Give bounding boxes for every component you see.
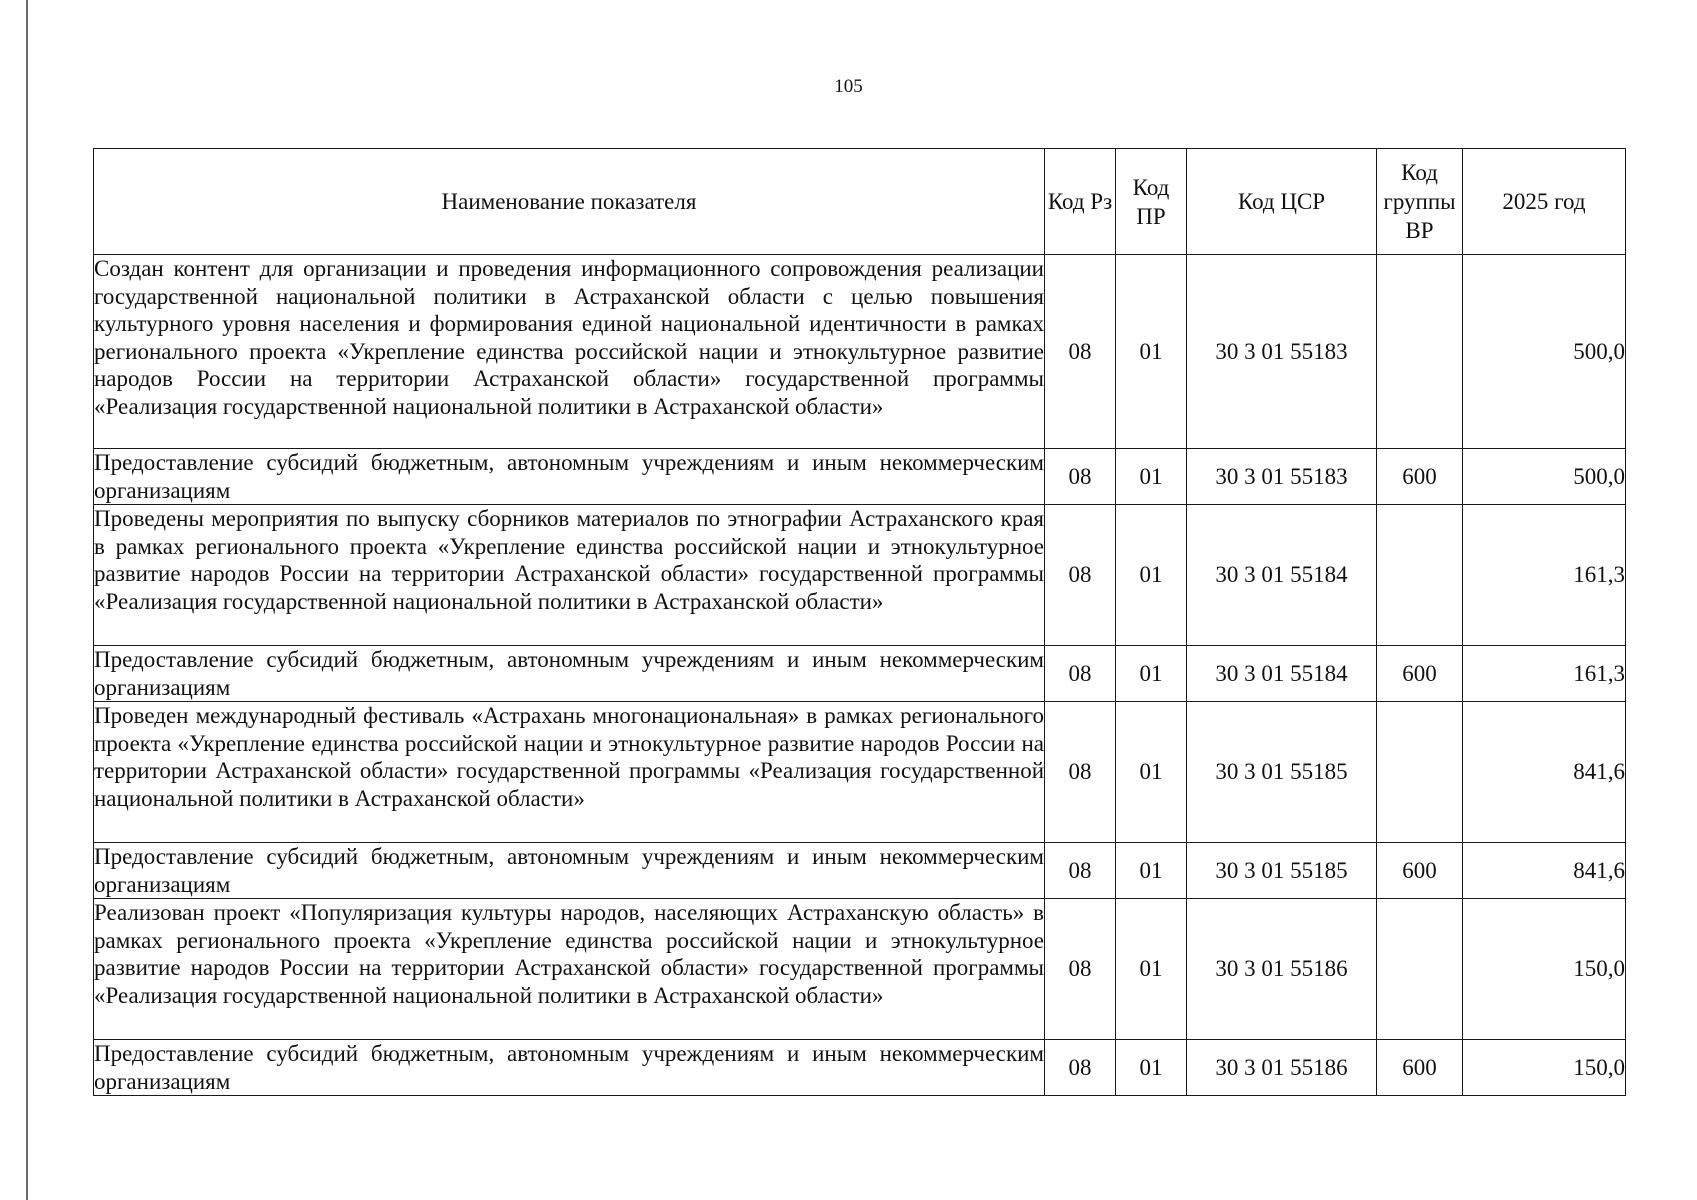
table-row — [94, 899, 1626, 1040]
row-code-rz: 08 — [1045, 646, 1116, 702]
row-code-rz: 08 — [1045, 449, 1116, 505]
table-header-row — [94, 149, 1626, 255]
row-amount-2025: 841,6 — [1463, 843, 1626, 899]
row-code-pr: 01 — [1116, 899, 1187, 1040]
row-code-pr: 01 — [1116, 1040, 1187, 1096]
row-code-vr — [1377, 255, 1463, 449]
row-code-csr: 30 3 01 55185 — [1187, 843, 1377, 899]
row-code-vr — [1377, 899, 1463, 1040]
table-row — [94, 646, 1626, 702]
page-number: 105 — [834, 76, 863, 97]
row-code-pr: 01 — [1116, 702, 1187, 843]
budget-table — [93, 148, 1626, 1096]
row-indicator-name: Проведен международный фестиваль «Астрахань многонациональная» в рамках регионального проекта «Укрепление единства российской нации и этнокультурное развитие народов России на территории Астраханской области» государственной программы «Реализация государственной национальной политики в Астраханской области» — [94, 702, 1045, 843]
row-code-rz: 08 — [1045, 1040, 1116, 1096]
row-indicator-name: Предоставление субсидий бюджетным, автономным учреждениям и иным некоммерческим организациям — [94, 450, 1044, 503]
table-row — [94, 505, 1626, 646]
header-year-2025: 2025 год — [1463, 149, 1626, 255]
table-row — [94, 843, 1626, 899]
row-code-csr: 30 3 01 55186 — [1187, 1040, 1377, 1096]
row-code-rz: 08 — [1045, 843, 1116, 899]
row-indicator-name: Предоставление субсидий бюджетным, автономным учреждениям и иным некоммерческим организациям — [94, 647, 1044, 700]
row-indicator-name: Предоставление субсидий бюджетным, автономным учреждениям и иным некоммерческим организациям — [94, 844, 1044, 897]
header-code-rz: Код Рз — [1045, 149, 1116, 255]
row-amount-2025: 500,0 — [1463, 255, 1626, 449]
header-code-vr: Код группы ВР — [1377, 149, 1463, 255]
table-row — [94, 255, 1626, 449]
table-row — [94, 449, 1626, 505]
table-row — [94, 1040, 1626, 1096]
row-code-rz: 08 — [1045, 255, 1116, 449]
row-code-vr: 600 — [1377, 1040, 1463, 1096]
row-amount-2025: 500,0 — [1463, 449, 1626, 505]
row-code-csr: 30 3 01 55183 — [1187, 449, 1377, 505]
row-code-pr: 01 — [1116, 505, 1187, 646]
table-row — [94, 702, 1626, 843]
row-code-csr: 30 3 01 55186 — [1187, 899, 1377, 1040]
row-code-pr: 01 — [1116, 255, 1187, 449]
header-indicator-name: Наименование показателя — [94, 149, 1045, 255]
row-code-csr: 30 3 01 55184 — [1187, 646, 1377, 702]
row-code-vr: 600 — [1377, 449, 1463, 505]
row-amount-2025: 841,6 — [1463, 702, 1626, 843]
row-code-rz: 08 — [1045, 899, 1116, 1040]
row-indicator-name: Реализован проект «Популяризация культуры народов, населяющих Астраханскую область» в рамках регионального проекта «Укрепление единства российской нации и этнокультурное развитие народов России на территории Астраханской области» государственной программы «Реализация государственной национальной политики в Астраханской области» — [94, 899, 1045, 1040]
row-code-vr: 600 — [1377, 646, 1463, 702]
row-amount-2025: 150,0 — [1463, 899, 1626, 1040]
binding-margin-line — [26, 0, 28, 1200]
row-amount-2025: 161,3 — [1463, 505, 1626, 646]
row-code-vr — [1377, 505, 1463, 646]
row-code-pr: 01 — [1116, 843, 1187, 899]
row-indicator-name: Создан контент для организации и проведения информационного сопровождения реализации государственной национальной политики в Астраханской области с целью повышения культурного уровня населения и формирования единой национальной идентичности в рамках регионального проекта «Укрепление единства российской нации и этнокультурное развитие народов России на территории Астраханской области» государственной программы «Реализация государственной национальной политики в Астраханской области» — [94, 255, 1045, 449]
row-indicator-name: Предоставление субсидий бюджетным, автономным учреждениям и иным некоммерческим организациям — [94, 1041, 1044, 1094]
row-code-vr: 600 — [1377, 843, 1463, 899]
row-code-vr — [1377, 702, 1463, 843]
row-code-csr: 30 3 01 55183 — [1187, 255, 1377, 449]
row-code-rz: 08 — [1045, 505, 1116, 646]
header-code-csr: Код ЦСР — [1187, 149, 1377, 255]
row-amount-2025: 161,3 — [1463, 646, 1626, 702]
row-code-csr: 30 3 01 55184 — [1187, 505, 1377, 646]
row-indicator-name: Проведены мероприятия по выпуску сборников материалов по этнографии Астраханского края в рамках регионального проекта «Укрепление единства российской нации и этнокультурное развитие народов России на территории Астраханской области» государственной программы «Реализация государственной национальной политики в Астраханской области» — [94, 505, 1045, 646]
row-code-pr: 01 — [1116, 449, 1187, 505]
row-code-rz: 08 — [1045, 702, 1116, 843]
row-code-pr: 01 — [1116, 646, 1187, 702]
row-code-csr: 30 3 01 55185 — [1187, 702, 1377, 843]
header-code-pr: Код ПР — [1116, 149, 1187, 255]
row-amount-2025: 150,0 — [1463, 1040, 1626, 1096]
